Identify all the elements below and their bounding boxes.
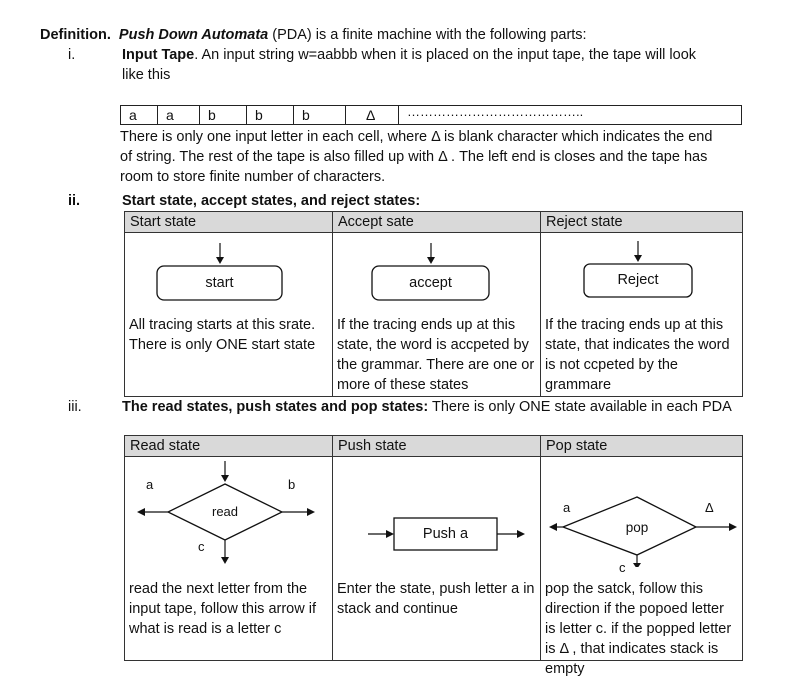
states-title: Start state, accept states, and reject states:	[122, 193, 421, 209]
push-label: Push a	[422, 526, 469, 542]
arrow-head-icon	[137, 508, 145, 516]
tape-cell: b	[247, 106, 294, 124]
start-state-label: start	[205, 275, 234, 291]
header-accept-state: Accept sate	[333, 212, 541, 233]
header-reject-state: Reject state	[541, 212, 743, 233]
input-tape-title: Input Tape	[122, 47, 195, 63]
rpp-line	[122, 397, 732, 417]
arrow-head-icon	[307, 508, 315, 516]
accept-state-cell	[333, 233, 541, 397]
definition-term: Push Down Automata	[118, 27, 269, 43]
reject-state-desc: If the tracing ends up at this state, that indicates the word is not ccpeted by the grammare	[545, 317, 730, 393]
arrow-head-icon	[517, 530, 525, 538]
push-state-diagram	[333, 457, 535, 567]
arrow-head-icon	[221, 557, 229, 564]
read-down-letter: c	[198, 539, 205, 554]
tape-cell: a	[158, 106, 200, 124]
arrow-head-icon	[549, 523, 557, 531]
tape-dots: …………………………………..	[407, 104, 584, 119]
pop-state-cell	[541, 457, 743, 677]
input-tape-text1: . An input string w=aabbb when it is placed on the input tape, the tape will look	[194, 47, 697, 63]
item-number-i: i.	[68, 47, 76, 63]
push-state-cell	[333, 457, 541, 661]
accept-state-label: accept	[409, 275, 452, 291]
start-state-cell	[125, 233, 333, 397]
input-tape-desc2: of string. The rest of the tape is also filled up with Δ . The left end is closes and the tape has	[120, 149, 708, 165]
push-state-desc: Enter the state, push letter a in stack and continue	[337, 581, 535, 617]
pop-down-letter: c	[619, 560, 626, 575]
read-state-desc: read the next letter from the input tape, follow this arrow if what is read is a letter c	[129, 581, 316, 637]
accept-state-desc: If the tracing ends up at this state, the word is accpeted by the grammar. There are one or more of these states	[337, 317, 535, 393]
tape-cell: b	[200, 106, 247, 124]
header-push-state: Push state	[333, 436, 541, 457]
read-state-cell	[125, 457, 333, 661]
arrow-head-icon	[386, 530, 394, 538]
read-label: read	[211, 504, 239, 519]
definition-abbrev: (PDA)	[272, 27, 312, 43]
arrow-head-icon	[221, 475, 229, 482]
arrow-head-icon	[729, 523, 737, 531]
pop-state-desc: pop the satck, follow this direction if the popoed letter is letter c. if the popped letter is Δ , that indicates stack is empty	[545, 581, 732, 677]
tape-cell: a	[121, 106, 158, 124]
read-right-letter: b	[288, 477, 296, 492]
arrow-head-icon	[427, 257, 435, 264]
reject-state-cell	[541, 233, 743, 397]
header-read-state: Read state	[125, 436, 333, 457]
rpp-table	[124, 435, 743, 677]
start-state-desc: All tracing starts at this srate. There is only ONE start state	[129, 317, 316, 353]
definition-line	[40, 25, 587, 45]
header-pop-state: Pop state	[541, 436, 743, 457]
pop-right-letter: Δ	[705, 500, 714, 515]
rpp-title: The read states, push states and pop states:	[122, 399, 429, 415]
input-tape-line	[122, 45, 696, 65]
read-left-letter: a	[146, 477, 154, 492]
header-start-state: Start state	[125, 212, 333, 233]
input-tape-text2: like this	[122, 67, 171, 83]
pop-state-diagram	[541, 457, 749, 567]
definition-rest: is a finite machine with the following parts:	[311, 27, 587, 43]
definition-label: Definition.	[40, 27, 111, 43]
states-table	[124, 211, 743, 397]
arrow-head-icon	[216, 257, 224, 264]
pop-label: pop	[625, 520, 649, 535]
tape-cell: b	[294, 106, 346, 124]
tape-cell: Δ	[346, 106, 399, 124]
pop-left-letter: a	[563, 500, 571, 515]
input-tape-desc3: room to store finite number of characters.	[120, 169, 386, 185]
rpp-rest: There is only ONE state available in each PDA	[428, 399, 732, 415]
input-tape-desc1: There is only one input letter in each cell, where Δ is blank character which indicates the end	[120, 129, 713, 145]
item-number-iii: iii.	[68, 399, 82, 415]
arrow-head-icon	[633, 563, 641, 567]
input-tape	[120, 105, 742, 125]
item-number-ii: ii.	[68, 193, 81, 209]
arrow-head-icon	[634, 255, 642, 262]
reject-state-label: Reject	[617, 272, 659, 288]
